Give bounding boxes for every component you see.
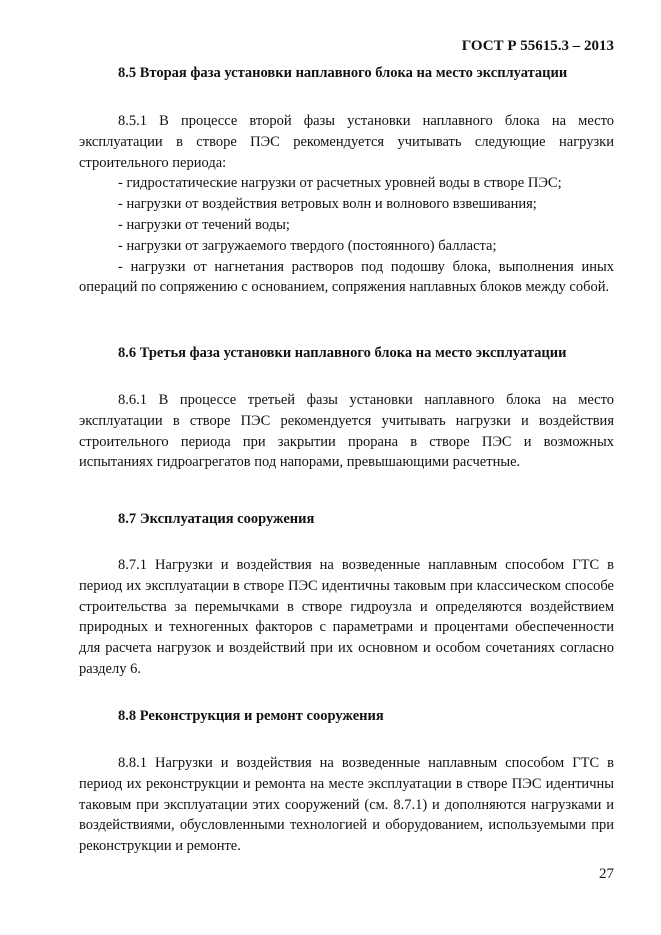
paragraph-8-5-1: 8.5.1 В процессе второй фазы установки наплавного блока на место эксплуатации в створе ПЭС рекомендуется учитывать следующие нагрузки строительного периода: (79, 113, 614, 171)
paragraph-8-7-1: 8.7.1 Нагрузки и воздействия на возведенные наплавным способом ГТС в период их эксплуатации в створе ПЭС идентичны таковым при классическом способе строительства за перемычками в створе гидроузла и определяются воздействием природных и техногенных факторов с параметрами и процентами обеспеченности для расчета нагрузок и воздействий при их основном и особом сочетаниях согласно разделу 6. (79, 557, 614, 677)
document-header: ГОСТ Р 55615.3 – 2013 (461, 38, 614, 54)
page-number: 27 (599, 866, 614, 882)
list-item: - нагрузки от нагнетания растворов под подошву блока, выполнения иных операций по сопряжению с основанием, сопряжения наплавных блоков между собой. (79, 258, 614, 296)
list-item: - гидростатические нагрузки от расчетных уровней воды в створе ПЭС; (118, 175, 562, 192)
paragraph-8-8-1: 8.8.1 Нагрузки и воздействия на возведенные наплавным способом ГТС в период их реконструкции и ремонта на месте эксплуатации в створе ПЭС идентичны таковым при эксплуатации этих сооружений (см. 8.7.1) и дополняются нагрузками и воздействиями, обусловленными технологией и оборудованием, используемыми при реконструкции и ремонте. (79, 755, 614, 855)
section-body-8-7 (79, 555, 614, 680)
section-heading-8-5: 8.5 Вторая фаза установки наплавного блока на место эксплуатации (118, 65, 568, 81)
section-heading-8-7: 8.7 Эксплуатация сооружения (118, 511, 315, 527)
paragraph-8-6-1: 8.6.1 В процессе третьей фазы установки наплавного блока на место эксплуатации в створе ПЭС рекомендуется учитывать нагрузки и воздействия строительного периода при закрытии прорана в створе ПЭС и возможных испытаниях гидроагрегатов под напорами, превышающими расчетные. (79, 392, 614, 471)
list-item: - нагрузки от течений воды; (118, 216, 290, 233)
section-heading-8-6: 8.6 Третья фаза установки наплавного блока на место эксплуатации (118, 345, 567, 361)
list-item: - нагрузки от загружаемого твердого (постоянного) балласта; (118, 237, 497, 254)
section-body-8-6 (79, 390, 614, 473)
list-item: - нагрузки от воздействия ветровых волн и волнового взвешивания; (118, 196, 537, 213)
section-body-8-8 (79, 753, 614, 857)
section-heading-8-8: 8.8 Реконструкция и ремонт сооружения (118, 708, 384, 724)
section-body-8-5 (79, 111, 614, 298)
